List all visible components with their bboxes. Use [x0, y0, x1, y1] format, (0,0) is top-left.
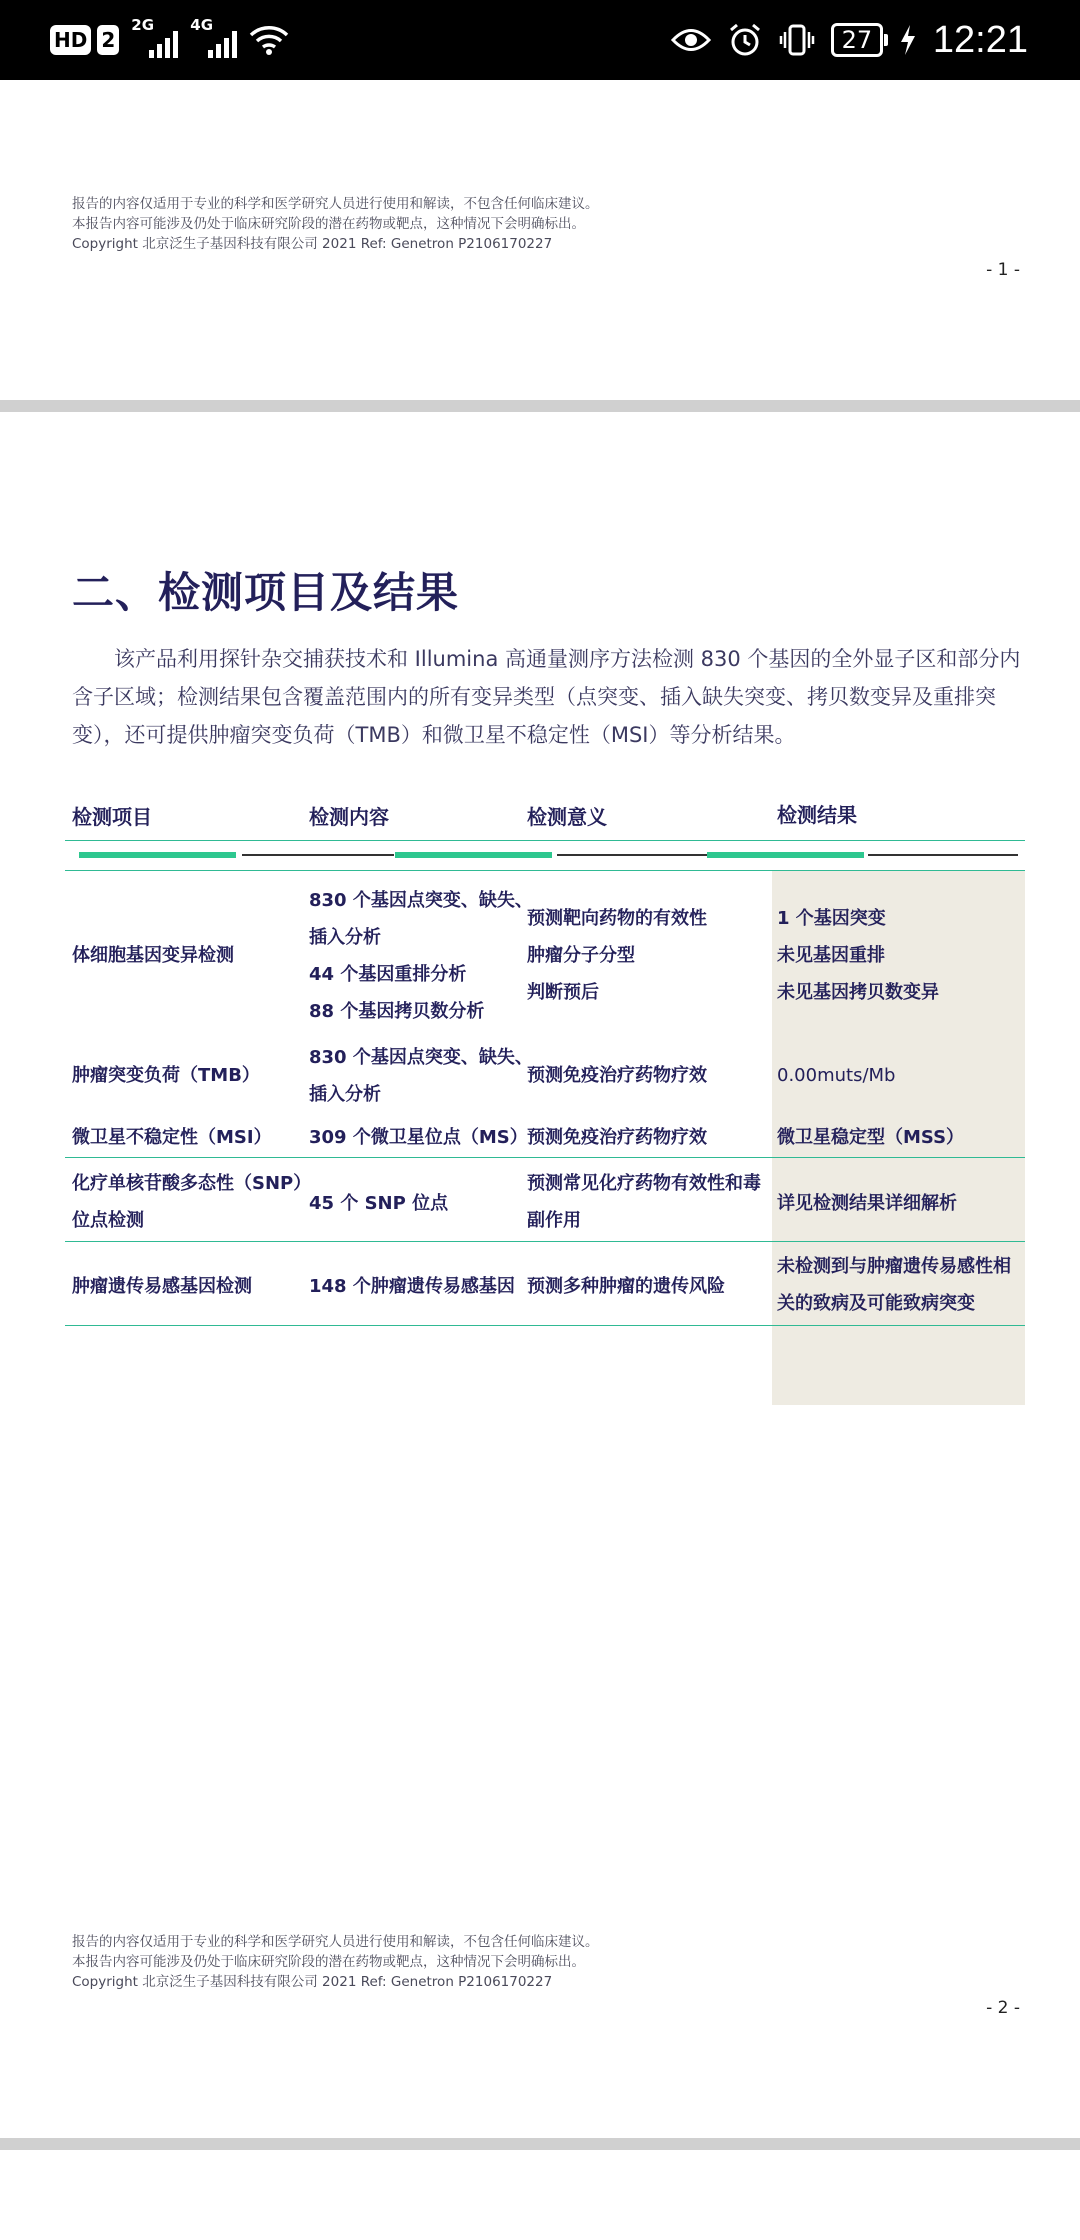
page1-number: - 1 - — [986, 260, 1020, 280]
footer-line: 报告的内容仅适用于专业的科学和医学研究人员进行使用和解读，不包含任何临床建议。 — [72, 1934, 599, 1950]
header-content: 检测内容 — [309, 805, 389, 829]
row-content: 148 个肿瘤遗传易感基因 — [309, 1276, 515, 1297]
page2-number: - 2 - — [986, 1998, 1020, 2018]
sim-slot-badge: 2 — [97, 25, 119, 55]
row-item: 肿瘤遗传易感基因检测 — [72, 1276, 252, 1297]
row-item: 肿瘤突变负荷（TMB） — [72, 1065, 260, 1086]
row-meaning: 预测免疫治疗药物疗效 — [527, 1127, 707, 1148]
hd-icon: HD — [50, 25, 91, 55]
section-heading: 二、检测项目及结果 — [72, 568, 460, 617]
page-separator — [0, 2138, 1080, 2150]
header-result: 检测结果 — [777, 803, 857, 827]
row-meaning: 预测多种肿瘤的遗传风险 — [527, 1276, 725, 1297]
row-item: 化疗单核苷酸多态性（SNP） 位点检测 — [72, 1173, 312, 1231]
header-accent-bar — [395, 852, 552, 858]
row-result: 详见检测结果详细解析 — [777, 1193, 957, 1214]
row-content: 45 个 SNP 位点 — [309, 1193, 449, 1214]
page2-footer-disclaimer — [72, 1932, 599, 1992]
row-result: 1 个基因突变 未见基因重排 未见基因拷贝数变异 — [777, 908, 939, 1003]
eye-comfort-icon — [671, 25, 711, 55]
status-left — [50, 16, 289, 60]
row-meaning: 预测常见化疗药物有效性和毒 副作用 — [527, 1173, 761, 1231]
header-accent-line — [242, 854, 394, 856]
table-rule — [65, 1241, 1025, 1242]
row-item: 微卫星不稳定性（MSI） — [72, 1127, 272, 1148]
footer-line: 本报告内容可能涉及仍处于临床研究阶段的潜在药物或靶点，这种情况下会明确标出。 — [72, 1954, 585, 1970]
table-rule — [65, 1325, 1025, 1326]
header-accent-bar — [707, 852, 864, 858]
header-accent-line — [868, 854, 1018, 856]
network-type-label: 2G — [131, 16, 155, 34]
row-result: 0.00muts/Mb — [777, 1065, 896, 1086]
wifi-icon — [249, 23, 289, 57]
row-result: 未检测到与肿瘤遗传易感性相 关的致病及可能致病突变 — [777, 1256, 1011, 1314]
status-bar — [0, 0, 1080, 80]
header-item: 检测项目 — [72, 805, 152, 829]
battery-icon: 27 — [831, 23, 883, 57]
clock: 12:21 — [932, 18, 1028, 61]
table-rule — [65, 840, 1025, 841]
row-meaning: 预测靶向药物的有效性 肿瘤分子分型 判断预后 — [527, 908, 707, 1003]
footer-line: Copyright 北京泛生子基因科技有限公司 2021 Ref: Genetron P2106170227 — [72, 236, 553, 252]
footer-line: 本报告内容可能涉及仍处于临床研究阶段的潜在药物或靶点，这种情况下会明确标出。 — [72, 216, 585, 232]
signal-4g-icon — [190, 16, 237, 58]
signal-2g-icon — [131, 16, 178, 58]
alarm-icon — [727, 22, 763, 58]
network-type-label: 4G — [190, 16, 214, 34]
row-content: 830 个基因点突变、缺失、 插入分析 44 个基因重排分析 88 个基因拷贝数分析 — [309, 890, 533, 1022]
row-meaning: 预测免疫治疗药物疗效 — [527, 1065, 707, 1086]
footer-line: 报告的内容仅适用于专业的科学和医学研究人员进行使用和解读，不包含任何临床建议。 — [72, 196, 599, 212]
row-content: 830 个基因点突变、缺失、 插入分析 — [309, 1047, 533, 1105]
row-content: 309 个微卫星位点（MS） — [309, 1127, 528, 1148]
results-table — [65, 795, 1025, 1314]
page1-footer-disclaimer — [72, 194, 599, 254]
header-accent-line — [557, 854, 707, 856]
page-separator — [0, 400, 1080, 412]
status-right — [671, 14, 1028, 66]
row-item: 体细胞基因变异检测 — [72, 945, 234, 966]
charging-icon — [899, 24, 917, 56]
vibrate-icon — [779, 22, 815, 58]
footer-line: Copyright 北京泛生子基因科技有限公司 2021 Ref: Genetron P2106170227 — [72, 1974, 553, 1990]
table-header — [65, 795, 1025, 835]
table-rule — [65, 1157, 1025, 1158]
intro-paragraph: 该产品利用探针杂交捕获技术和 Illumina 高通量测序方法检测 830 个基因的全外显子区和部分内含子区域；检测结果包含覆盖范围内的所有变异类型（点突变、插入缺失突变、拷贝数变异及重排突变），还可提供肿瘤突变负荷（TMB）和微卫星不稳定性（MSI）等分析结果。 — [72, 647, 1021, 747]
header-meaning: 检测意义 — [527, 805, 607, 829]
row-result: 微卫星稳定型（MSS） — [777, 1127, 965, 1148]
header-accent-bar — [79, 852, 236, 858]
